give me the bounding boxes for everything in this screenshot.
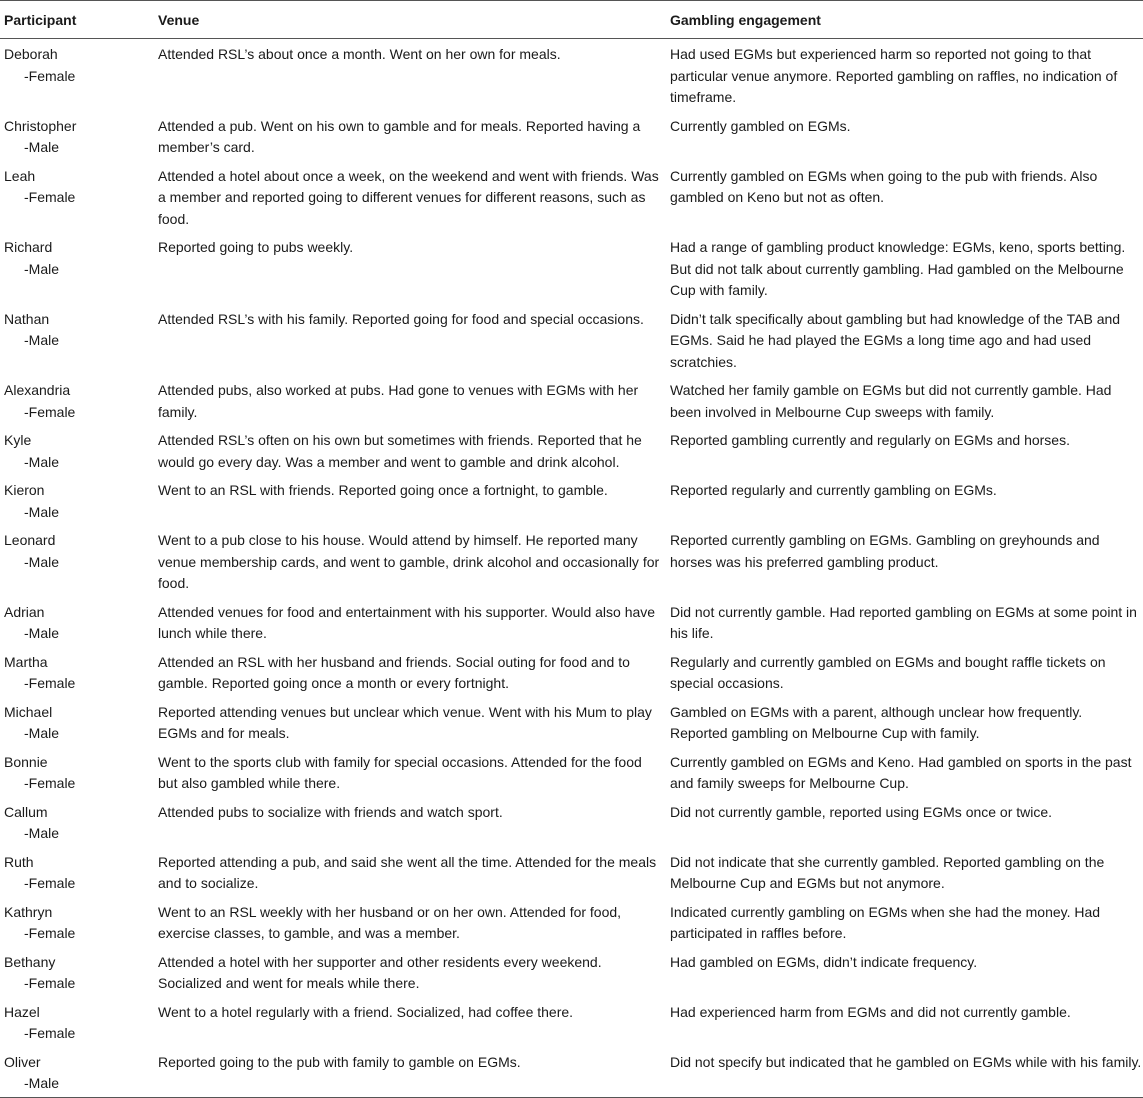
venue-cell: Reported attending venues but unclear which venue. Went with his Mum to play EGMs and for meals. [158, 703, 652, 741]
participant-cell [0, 697, 154, 747]
venue-cell: Attended RSL’s with his family. Reported going for food and special occasions. [158, 310, 644, 327]
venue-cell: Attended pubs to socialize with friends and watch sport. [158, 803, 503, 820]
participant-gender: -Female [24, 775, 76, 791]
participant-gender: -Male [24, 260, 60, 277]
participant-gender: -Male [24, 332, 60, 348]
participant-cell [0, 161, 154, 233]
table-row [0, 797, 1143, 847]
venue-cell: Attended a hotel with her supporter and other residents every weekend. Socialized and went for meals while there. [158, 953, 602, 991]
participant-gender: -Female [24, 925, 76, 941]
participant-name: Leah [4, 167, 36, 184]
participant-gender: -Female [24, 189, 76, 205]
participant-name: Leonard [4, 532, 56, 548]
participant-name: Kieron [4, 482, 45, 498]
table-row [0, 111, 1143, 161]
participant-name: Alexandria [4, 382, 71, 398]
table-row [0, 161, 1143, 233]
gambling-cell: Had used EGMs but experienced harm so reported not going to that particular venue anymore. Reported gambling on raffles, no indication of timeframe. [670, 46, 1118, 105]
participant-cell [0, 525, 154, 597]
participant-gender: -Female [24, 67, 76, 84]
table-row [0, 232, 1143, 304]
header-participant: Participant [4, 11, 77, 28]
participant-cell [0, 232, 154, 304]
gambling-cell: Had experienced harm from EGMs and did not currently gamble. [670, 1003, 1071, 1020]
participant-name: Callum [4, 803, 48, 820]
venue-cell: Went to a pub close to his house. Would attend by himself. He reported many venue membership cards, and went to gamble, drink alcohol and occasionally for food. [158, 532, 660, 591]
table-row [0, 897, 1143, 947]
participant-gender: -Male [24, 1075, 60, 1091]
participant-name: Kathryn [4, 903, 53, 920]
table-row [0, 39, 1143, 111]
venue-cell: Went to the sports club with family for special occasions. Attended for the food but also gambled while there. [158, 753, 642, 791]
participant-name: Deborah [4, 46, 58, 62]
venue-cell: Reported going to pubs weekly. [158, 239, 354, 255]
participant-cell [0, 1047, 154, 1098]
gambling-cell: Currently gambled on EGMs and Keno. Had gambled on sports in the past and family sweeps for Melbourne Cup. [670, 753, 1132, 791]
table-row [0, 647, 1143, 697]
participant-gender: -Male [24, 553, 60, 570]
table-row [0, 947, 1143, 997]
gambling-cell: Indicated currently gambling on EGMs when she had the money. Had participated in raffles before. [670, 903, 1101, 941]
table-row [0, 847, 1143, 897]
participant-name: Ruth [4, 853, 34, 870]
participant-name: Christopher [4, 117, 77, 134]
gambling-cell: Currently gambled on EGMs. [670, 117, 851, 134]
participant-cell [0, 747, 154, 797]
participant-cell [0, 375, 154, 425]
gambling-cell: Reported regularly and currently gambling on EGMs. [670, 482, 997, 498]
participant-name: Michael [4, 703, 53, 720]
participant-cell [0, 797, 154, 847]
participant-cell [0, 111, 154, 161]
table-row [0, 1047, 1143, 1098]
participant-cell [0, 475, 154, 525]
participant-gender: -Female [24, 1025, 76, 1041]
participant-name: Martha [4, 653, 48, 670]
table-row [0, 747, 1143, 797]
participant-gender: -Male [24, 139, 60, 155]
participant-name: Bethany [4, 953, 56, 970]
participant-gender: -Female [24, 875, 76, 891]
header-row [0, 1, 1143, 39]
participant-name: Hazel [4, 1003, 40, 1020]
participant-gender: -Female [24, 403, 76, 420]
gambling-cell: Reported currently gambling on EGMs. Gambling on greyhounds and horses was his preferred gambling product. [670, 532, 1100, 570]
participant-cell [0, 847, 154, 897]
participant-name: Richard [4, 239, 53, 255]
venue-cell: Attended a hotel about once a week, on the weekend and went with friends. Was a member and reported going to different venues for different reasons, such as food. [158, 167, 659, 227]
participant-gender: -Female [24, 975, 76, 991]
participant-gender: -Male [24, 825, 60, 841]
participant-cell [0, 425, 154, 475]
venue-cell: Attended RSL’s about once a month. Went on her own for meals. [158, 46, 561, 62]
participant-gender: -Male [24, 503, 60, 520]
participant-cell [0, 39, 154, 111]
venue-cell: Attended a pub. Went on his own to gamble and for meals. Reported having a member’s card. [158, 117, 641, 155]
venue-cell: Attended an RSL with her husband and friends. Social outing for food and to gamble. Reported going once a month or every fortnight. [158, 653, 630, 691]
gambling-cell: Reported gambling currently and regularly on EGMs and horses. [670, 432, 1070, 448]
header-gambling-engagement: Gambling engagement [670, 11, 821, 28]
gambling-cell: Did not specify but indicated that he gambled on EGMs while with his family. [670, 1053, 1142, 1070]
participant-name: Oliver [4, 1053, 41, 1070]
gambling-cell: Gambled on EGMs with a parent, although unclear how frequently. Reported gambling on Melbourne Cup with family. [670, 703, 1083, 741]
gambling-cell: Had a range of gambling product knowledge: EGMs, keno, sports betting. But did not talk about currently gambling. Had gambled on the Melbourne Cup with family. [670, 239, 1126, 298]
venue-cell: Went to an RSL with friends. Reported going once a fortnight, to gamble. [158, 482, 608, 498]
participant-gender: -Male [24, 625, 60, 641]
participant-cell [0, 997, 154, 1047]
table-row [0, 425, 1143, 475]
participant-cell [0, 304, 154, 376]
participant-name: Nathan [4, 310, 50, 327]
venue-cell: Reported going to the pub with family to gamble on EGMs. [158, 1053, 521, 1070]
gambling-cell: Did not currently gamble, reported using EGMs once or twice. [670, 803, 1053, 820]
participant-name: Adrian [4, 603, 45, 620]
venue-cell: Went to a hotel regularly with a friend. Socialized, had coffee there. [158, 1003, 574, 1020]
gambling-cell: Regularly and currently gambled on EGMs and bought raffle tickets on special occasions. [670, 653, 1106, 691]
gambling-cell: Didn’t talk specifically about gambling but had knowledge of the TAB and EGMs. Said he had played the EGMs a long time ago and had used scratchies. [670, 310, 1121, 370]
participant-cell [0, 947, 154, 997]
venue-cell: Went to an RSL weekly with her husband or on her own. Attended for food, exercise classes, to gamble, and was a member. [158, 903, 622, 941]
header-venue: Venue [158, 11, 200, 28]
gambling-cell: Currently gambled on EGMs when going to the pub with friends. Also gambled on Keno but not as often. [670, 167, 1098, 205]
participant-gender: -Female [24, 675, 76, 691]
table-row [0, 997, 1143, 1047]
table-row [0, 304, 1143, 376]
gambling-cell: Did not currently gamble. Had reported gambling on EGMs at some point in his life. [670, 603, 1137, 641]
participant-name: Kyle [4, 432, 32, 448]
venue-cell: Attended venues for food and entertainment with his supporter. Would also have lunch while there. [158, 603, 656, 641]
participant-name: Bonnie [4, 753, 48, 770]
gambling-cell: Did not indicate that she currently gambled. Reported gambling on the Melbourne Cup and EGMs but not anymore. [670, 853, 1105, 891]
participant-gender: -Male [24, 725, 60, 741]
gambling-cell: Had gambled on EGMs, didn’t indicate frequency. [670, 953, 978, 970]
participant-gender: -Male [24, 453, 60, 470]
venue-cell: Attended RSL’s often on his own but sometimes with friends. Reported that he would go every day. Was a member and went to gamble and drink alcohol. [158, 432, 642, 470]
participant-cell [0, 597, 154, 647]
table-row [0, 375, 1143, 425]
venue-cell: Attended pubs, also worked at pubs. Had gone to venues with EGMs with her family. [158, 382, 639, 420]
venue-cell: Reported attending a pub, and said she went all the time. Attended for the meals and to socialize. [158, 853, 657, 891]
participant-cell [0, 897, 154, 947]
table-row [0, 475, 1143, 525]
table-row [0, 597, 1143, 647]
participant-cell [0, 647, 154, 697]
table-row [0, 697, 1143, 747]
table-row [0, 525, 1143, 597]
gambling-cell: Watched her family gamble on EGMs but did not currently gamble. Had been involved in Melbourne Cup sweeps with family. [670, 382, 1112, 420]
table-body [0, 39, 1143, 1098]
